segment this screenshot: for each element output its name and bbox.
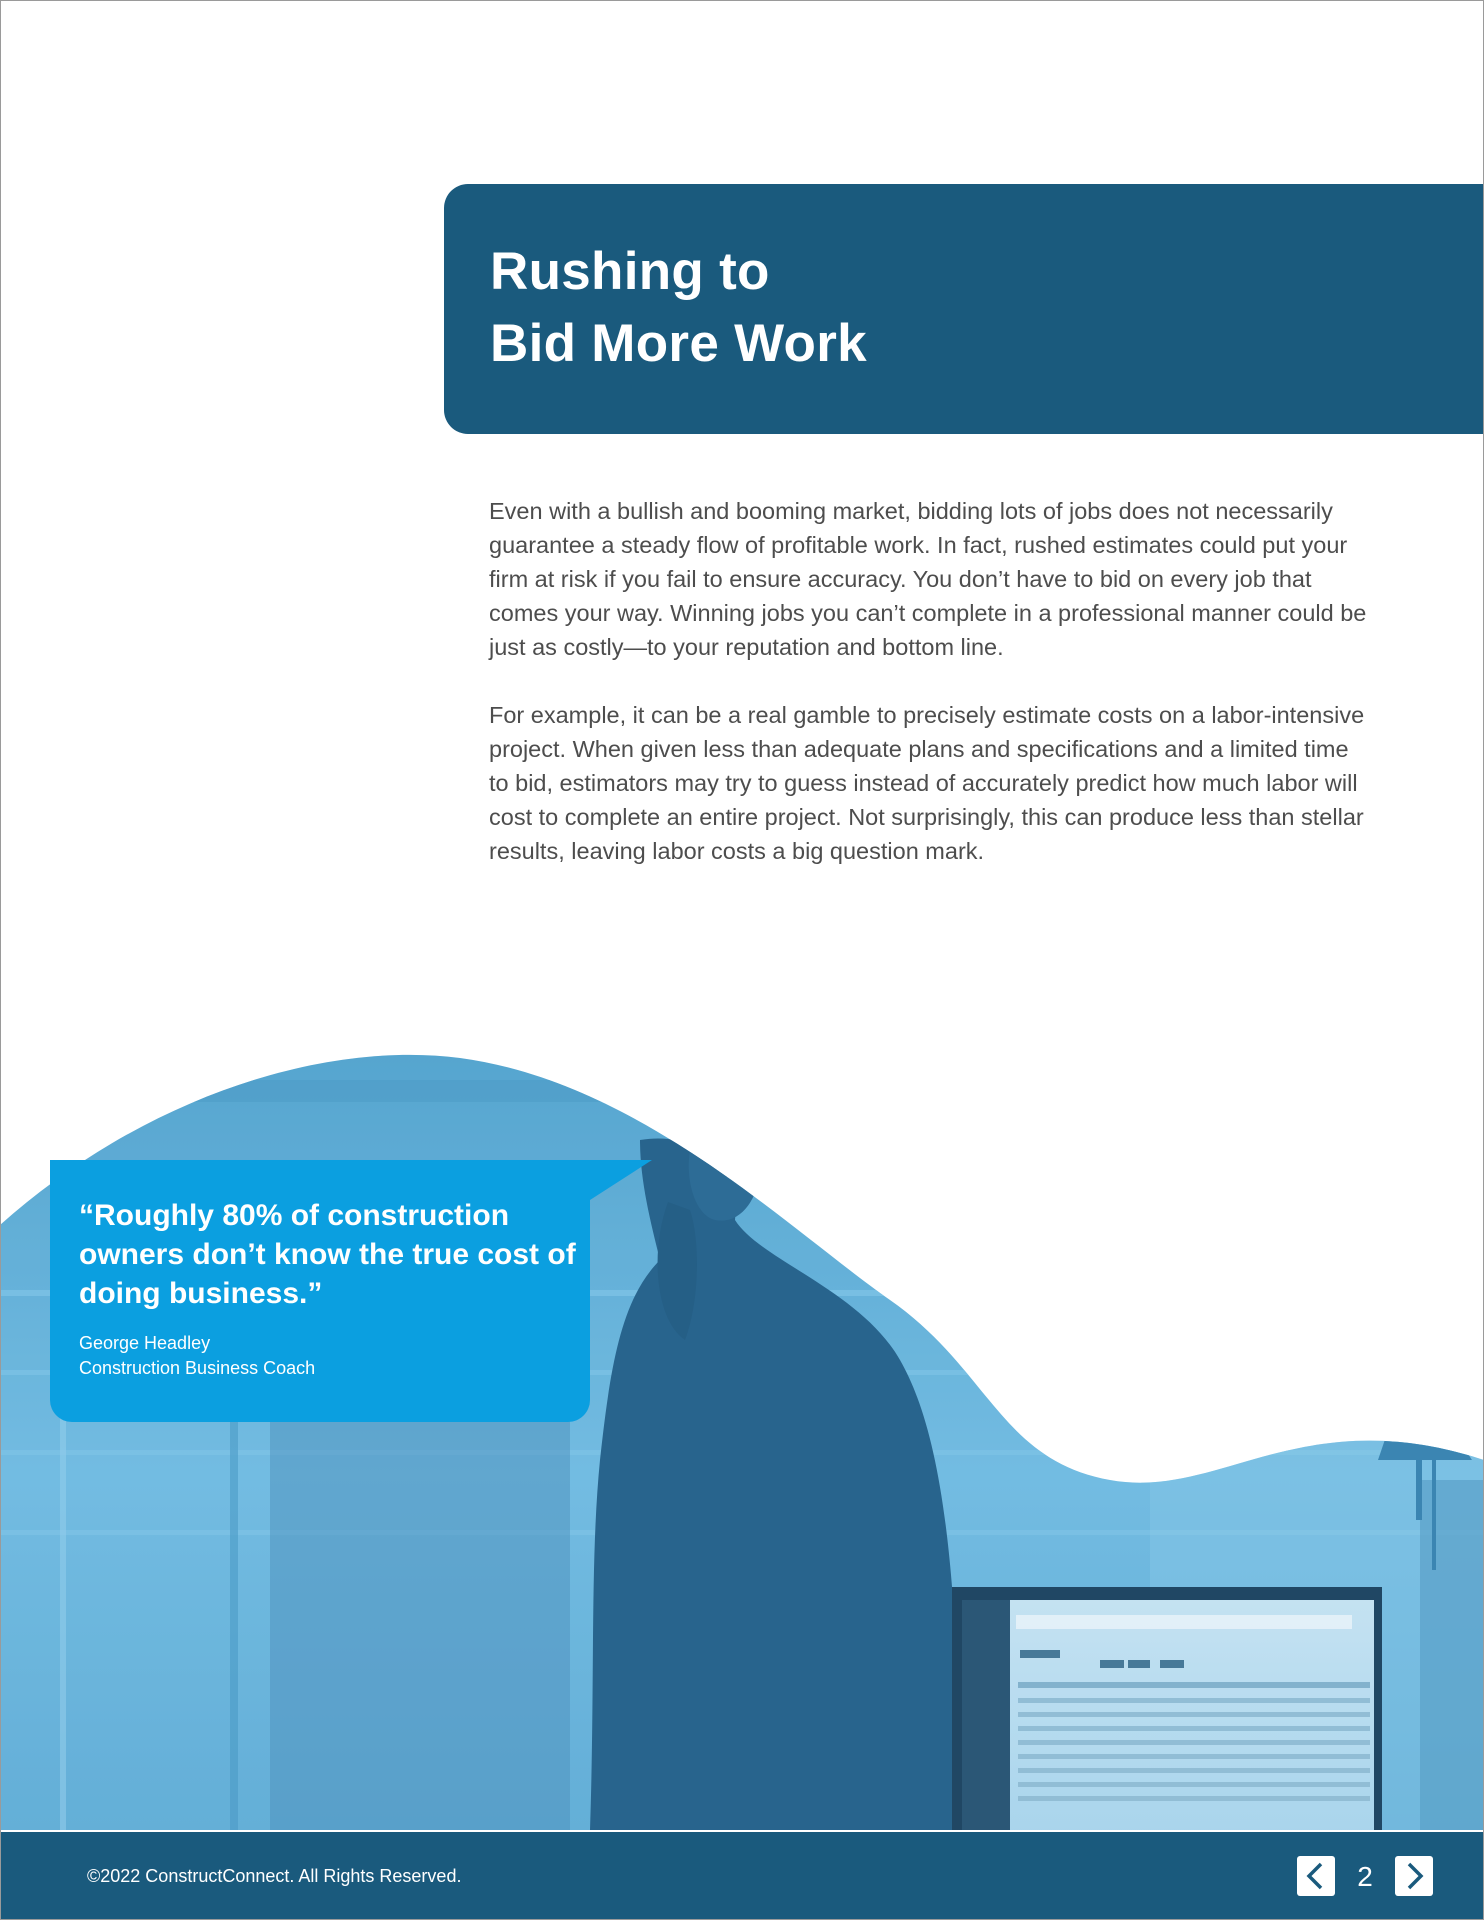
page-title (490, 236, 867, 380)
page-number: 2 (1357, 1861, 1373, 1892)
chevron-left-icon (1297, 1856, 1335, 1896)
quote-callout-pointer (580, 1160, 652, 1200)
copyright-text: ©2022 ConstructConnect. All Rights Reserved. (87, 1866, 462, 1886)
next-page-button[interactable] (1395, 1856, 1433, 1896)
chevron-right-icon (1395, 1856, 1433, 1896)
quote-callout (50, 1160, 590, 1422)
title-line-2: Bid More Work (490, 314, 867, 373)
body-copy (489, 494, 1369, 902)
quote-text: “Roughly 80% of construction owners don’t know the true cost of doing business.” (79, 1199, 576, 1310)
body-paragraph-2: For example, it can be a real gamble to precisely estimate costs on a labor-intensive project. When given less than adequate plans and specifications and a limited time to bid, estimators may try to guess instead of accurately predict how much labor will cost to complete an entire project. Not surprisingly, this can produce less than stellar results, leaving labor costs a big question mark. (489, 702, 1365, 864)
title-line-1: Rushing to (490, 242, 770, 301)
hero-photo (0, 1040, 1484, 1830)
body-paragraph-1: Even with a bullish and booming market, bidding lots of jobs does not necessarily guarantee a steady flow of profitable work. In fact, rushed estimates could put your firm at risk if you fail to ensure accuracy. You don’t have to bid on every job that comes your way. Winning jobs you can’t complete in a professional manner could be just as costly—to your reputation and bottom line. (489, 498, 1367, 660)
footer-bar (0, 1832, 1484, 1920)
quote-author-name: George Headley (79, 1333, 211, 1353)
previous-page-button[interactable] (1297, 1856, 1335, 1896)
quote-attribution (79, 1331, 315, 1381)
quote-author-title: Construction Business Coach (79, 1358, 316, 1378)
